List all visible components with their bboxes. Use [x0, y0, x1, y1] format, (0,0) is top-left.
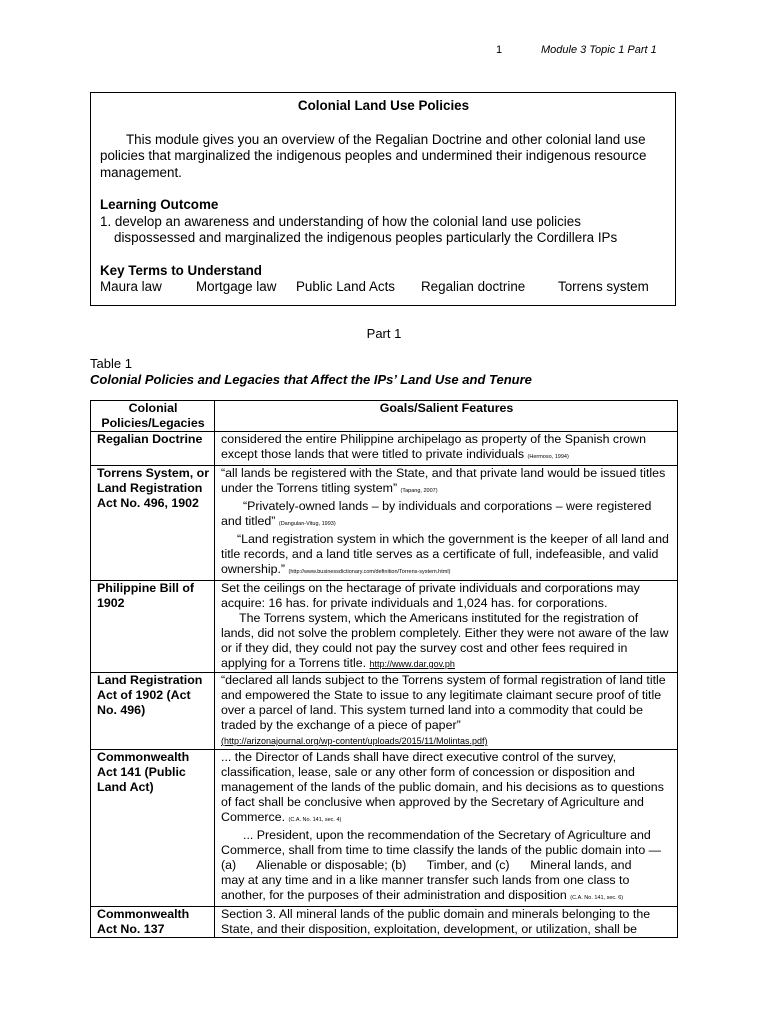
policies-table [90, 400, 678, 938]
module-description: This module gives you an overview of the Regalian Doctrine and other colonial land use policies that marginalized the indigenous peoples and undermined their indigenous resource management. [100, 131, 647, 180]
table-row [91, 466, 678, 581]
policy-features [215, 432, 678, 466]
key-term: Torrens system [558, 279, 649, 294]
table-label: Table 1 [90, 356, 132, 371]
table-caption: Colonial Policies and Legacies that Affect the IPs’ Land Use and Tenure [90, 372, 532, 387]
citation: (C.A. No. 141, sec. 6) [570, 895, 624, 901]
policy-name: Torrens System, or Land Registration Act No. 496, 1902 [91, 466, 215, 581]
column-header-features: Goals/Salient Features [215, 401, 678, 432]
land-classification-options: (a) Alienable or disposable; (b) Timber, and (c) Mineral lands, and [221, 858, 632, 872]
feature-text: ... the Director of Lands shall have direct executive control of the survey, classification, lease, sale or any other form of concession or disposition and management of the lands of the public domain, and his decisions as to questions of fact shall be conclusive when approved by the Secretary of Agriculture and Commerce. [221, 750, 664, 824]
intro-box [90, 92, 676, 306]
feature-text: considered the entire Philippine archipelago as property of the Spanish crown except those lands that were titled to private individuals [221, 432, 646, 461]
feature-text: The Torrens system, which the Americans instituted for the registration of lands, did not solve the problem completely. Either they were not aware of the law or if they did, they could not pay the survey cost and other fees required in applying for a Torrens title. [221, 611, 669, 670]
feature-text: Section 3. All mineral lands of the public domain and minerals belonging to the State, and their disposition, exploitation, development, or utilization, shall be [221, 907, 651, 936]
policy-features [215, 466, 678, 581]
table-row [91, 581, 678, 673]
key-term: Mortgage law [196, 279, 277, 294]
feature-text: Set the ceilings on the hectarage of private individuals and corporations may acquire: 16 has. for private individuals and 1,024 has. for corporations. [221, 581, 640, 610]
policy-features [215, 907, 678, 938]
key-terms-list [100, 279, 667, 296]
column-header-policies: Colonial Policies/Legacies [91, 401, 215, 432]
reference-link[interactable]: http://www.dar.gov.ph [369, 659, 455, 669]
part-label: Part 1 [366, 326, 402, 341]
key-term: Maura law [100, 279, 162, 294]
policy-name: Land Registration Act of 1902 (Act No. 496) [91, 673, 215, 750]
table-row [91, 673, 678, 750]
module-title: Colonial Land Use Policies [297, 98, 470, 113]
key-term: Regalian doctrine [421, 279, 526, 294]
feature-text: “declared all lands subject to the Torrens system of formal registration of land title and empowered the State to issue to any legitimate claimant secure proof of title over a parcel of land. This system turned land into a commodity that could be traded by the exchange of a piece of paper” [221, 673, 666, 732]
page-number: 1 [496, 44, 503, 56]
feature-text: “Land registration system in which the government is the keeper of all land and title records, and a land title serves as a certificate of full, indefeasible, and valid ownership.” [221, 532, 669, 576]
policy-features [215, 750, 678, 907]
table-row [91, 907, 678, 938]
citation: (Hermoso, 1994) [527, 454, 569, 460]
key-term: Public Land Acts [296, 279, 396, 294]
key-terms-heading: Key Terms to Understand [100, 262, 262, 278]
policy-name: Commonwealth Act No. 137 [91, 907, 215, 938]
learning-outcome-item-cont: dispossessed and marginalized the indigenous peoples particularly the Cordillera IPs [114, 230, 618, 245]
policy-name: Regalian Doctrine [91, 432, 215, 466]
table-row [91, 432, 678, 466]
policy-features [215, 581, 678, 673]
learning-outcome-item: 1. develop an awareness and understanding of how the colonial land use policies [100, 213, 581, 229]
reference-link[interactable]: (http://arizonajournal.org/wp-content/uploads/2015/11/Molintas.pdf) [221, 736, 488, 746]
table-row [91, 750, 678, 907]
table-header-row [91, 401, 678, 432]
citation: (Tapang, 2007) [400, 488, 438, 494]
learning-outcome-heading: Learning Outcome [100, 197, 219, 212]
policy-features [215, 673, 678, 750]
citation-link[interactable]: (http://www.businessdictionary.com/definition/Torrens-system.html) [288, 569, 451, 575]
feature-text: ... President, upon the recommendation of the Secretary of Agriculture and Commerce, shall from time to time classify the lands of the public domain into — [221, 828, 662, 857]
feature-text: may at any time and in a like manner transfer such lands from one class to another, for the purposes of their administration and disposition [221, 873, 630, 902]
citation: (C.A. No. 141, sec. 4) [288, 817, 342, 823]
module-label: Module 3 Topic 1 Part 1 [541, 44, 657, 56]
citation: (Dangulan-Vitug, 1993) [278, 521, 336, 527]
feature-text: “Privately-owned lands – by individuals and corporations – were registered and titled” [221, 499, 652, 528]
policy-name: Philippine Bill of 1902 [91, 581, 215, 673]
feature-text: “all lands be registered with the State, and that private land would be issued titles under the Torrens titling system” [221, 466, 666, 495]
policy-name: Commonwealth Act 141 (Public Land Act) [91, 750, 215, 907]
